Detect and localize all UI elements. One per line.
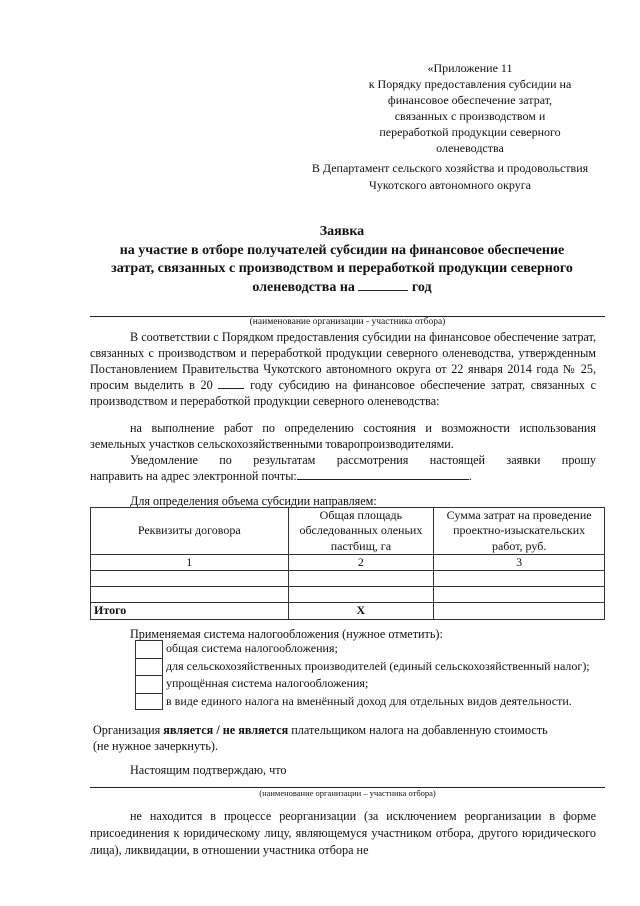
tax-option: [135, 658, 590, 676]
notice-email-label: направить на адрес электронной почты:: [90, 469, 297, 483]
recipient-line: В Департамент сельского хозяйства и продовольствия: [311, 161, 589, 175]
tax-option-checkbox[interactable]: [135, 693, 163, 711]
appendix-line: «Приложение 11: [427, 61, 513, 75]
email-address-field[interactable]: [297, 479, 469, 480]
year-blank-field[interactable]: [358, 290, 408, 291]
table-cell-cost[interactable]: [434, 587, 605, 603]
vat-status-line: [93, 722, 548, 738]
table-row: [91, 571, 605, 587]
final-paragraph: не находится в процессе реорганизации (за исключением реорганизации в форме присоединения к юридическому лицу, являющемуся участником отбора, другого юридического лица), ликвидации, в отношении участника отбора не: [90, 809, 596, 857]
title-line: [80, 279, 604, 298]
header-survey-costs: Сумма затрат на проведение проектно-изыскательских работ, руб.: [434, 508, 605, 555]
works-paragraph: на выполнение работ по определению состояния и возможности использования земельных участков сельскохозяйственными товаропроизводителями.: [90, 421, 596, 452]
document-title: [80, 223, 604, 297]
year-suffix-blank-field[interactable]: [218, 388, 244, 389]
appendix-line: переработкой продукции северного: [379, 125, 561, 140]
total-area-mark: Х: [288, 603, 434, 619]
header-contract-details: Реквизиты договора: [91, 508, 289, 555]
title-year-suffix: год: [411, 279, 432, 295]
title-line: на участие в отборе получателей субсидии на финансовое обеспечение: [119, 242, 565, 258]
vat-suffix: плательщиком налога на добавленную стоимость: [291, 723, 548, 737]
tax-option-checkbox[interactable]: [135, 640, 163, 658]
confirm-caption: (наименование организации – участника отбора): [259, 788, 436, 798]
column-number: 3: [434, 555, 605, 571]
notice-line-1: Уведомление по результатам рассмотрения настоящей заявки прошу: [130, 453, 596, 467]
request-paragraph: [90, 329, 596, 409]
table-cell-cost[interactable]: [434, 571, 605, 587]
tax-option: [135, 693, 590, 711]
vat-note: (не нужное зачеркнуть).: [93, 739, 219, 753]
table-cell-area[interactable]: [288, 571, 434, 587]
column-number: 1: [91, 555, 289, 571]
header-pasture-area: Общая площадь обследованных оленьих пастбищ, га: [288, 508, 434, 555]
notice-line-end: .: [468, 469, 472, 483]
tax-option-checkbox[interactable]: [135, 658, 163, 676]
recipient-block: [275, 160, 625, 193]
column-number: 2: [288, 555, 434, 571]
tax-option-label: в виде единого налога на вменённый доход для отдельных видов деятельности.: [166, 693, 572, 708]
organization-caption: (наименование организации - участника отбора): [249, 317, 446, 327]
total-label: Итого: [91, 603, 289, 619]
request-text-part1: В соответствии с Порядком предоставления субсидии на финансовое обеспечение затрат, связанных с производством и переработкой продукции северного оленеводства, утвержденным Постановлением Правительства Чукотского автономного округа от 22 января 2014 года № 25, просим выделить в 20: [90, 330, 596, 393]
vat-status-choice[interactable]: является / не является: [163, 723, 289, 737]
tax-option-label: упрощённая система налогообложения;: [166, 676, 369, 691]
appendix-line: связанных с производством и: [394, 109, 546, 124]
tax-option-checkbox[interactable]: [135, 675, 163, 693]
tax-system-options: [135, 640, 590, 710]
vat-prefix: Организация: [93, 723, 161, 737]
tax-intro: Применяемая система налогообложения (нужное отметить):: [130, 627, 443, 641]
table-number-row: [91, 555, 605, 571]
table-total-row: [91, 603, 605, 619]
table-intro: Для определения объема субсидии направляем:: [130, 494, 377, 508]
subsidy-table: [90, 507, 605, 620]
appendix-line: к Порядку предоставления субсидии на: [368, 77, 572, 92]
title-word: Заявка: [319, 224, 365, 239]
tax-option-label: общая система налогообложения;: [166, 641, 338, 655]
table-cell-contract[interactable]: [91, 587, 289, 603]
tax-option: [135, 640, 590, 658]
tax-option: [135, 675, 590, 693]
appendix-header: [340, 60, 600, 156]
table-cell-area[interactable]: [288, 587, 434, 603]
table-row: [91, 587, 605, 603]
appendix-line: финансовое обеспечение затрат,: [387, 93, 553, 108]
recipient-line: Чукотского автономного округа: [369, 177, 531, 192]
confirm-text: Настоящим подтверждаю, что: [130, 763, 287, 777]
table-header-row: [91, 508, 605, 555]
notice-line-2: [90, 468, 472, 484]
table-cell-contract[interactable]: [91, 571, 289, 587]
title-line: затрат, связанных с производством и переработкой продукции северного: [111, 261, 573, 277]
title-year-prefix: оленеводства на: [252, 279, 355, 295]
total-cost-cell[interactable]: [434, 603, 605, 619]
appendix-line: оленеводства: [436, 141, 504, 156]
request-text-part2: году субсидию на финансовое обеспечение затрат, связанных с производством и переработкой продукции северного оленеводства:: [90, 378, 596, 409]
tax-option-label: для сельскохозяйственных производителей (единый сельскохозяйственный налог);: [166, 658, 590, 673]
